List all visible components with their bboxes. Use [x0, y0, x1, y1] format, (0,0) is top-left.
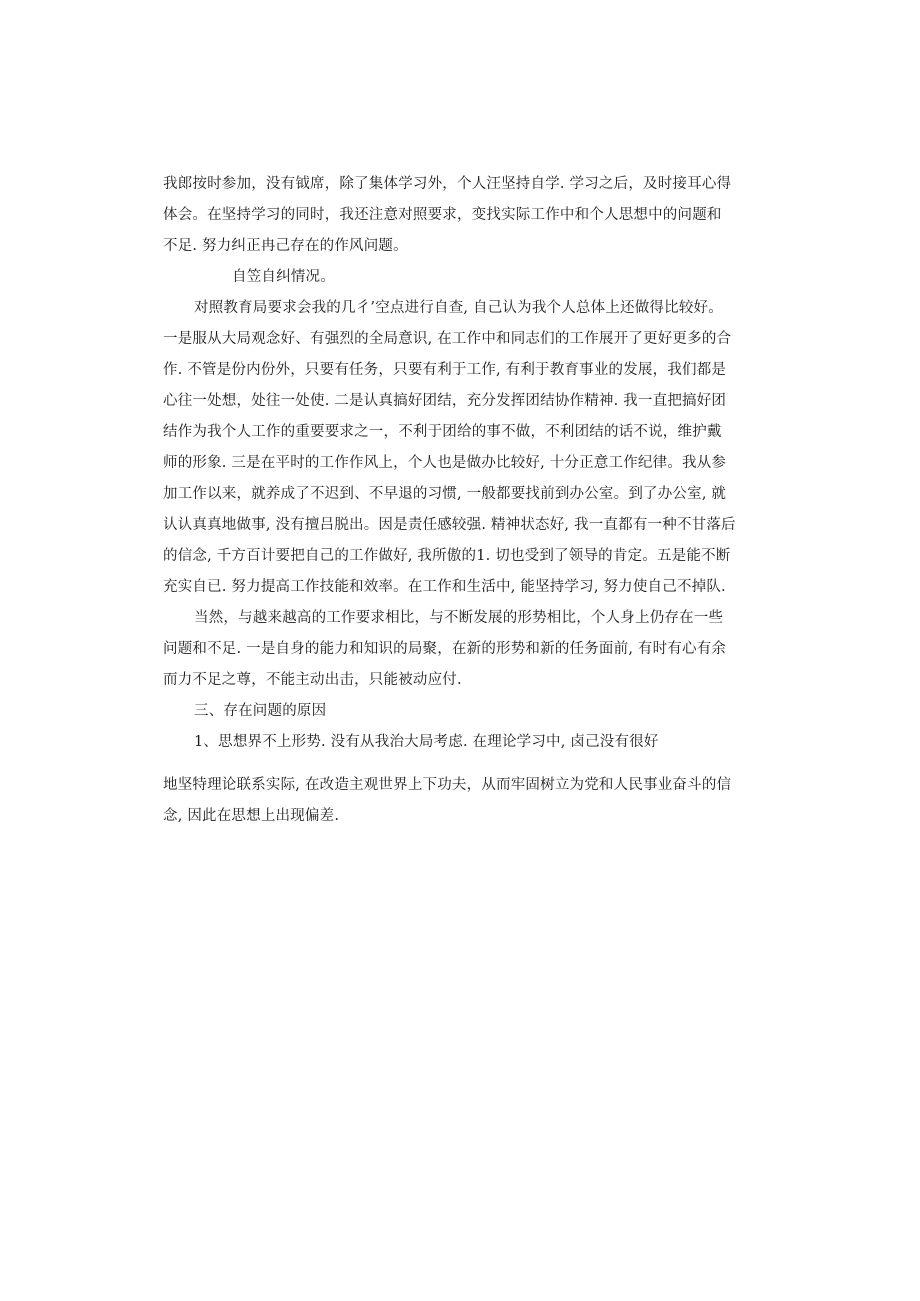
section-heading: 自笠自纠情况。 — [232, 269, 335, 285]
text-line-1: 我郎按时参加，没有钺席，除了集体学习外，个人汪坚持自学. 学习之后，及时接耳心得 — [163, 176, 732, 192]
text-line-6: 一是服从大局观念好、有强烈的全局意识, 在工作中和同志们的工作展开了更好更多的合 — [163, 331, 732, 347]
text-line-8: 心往一处想，处往一处使. 二是认真搞好团结，充分发挥团结协作精神. 我一直把搞好团 — [163, 393, 727, 409]
text-line-10: 师的形象. 三是在平时的工作作风上，个人也是做办比较好, 十分正意工作纪律。我从参 — [163, 455, 727, 471]
text-line-17: 而力不足之尊，不能主动出击，只能被动应付. — [163, 672, 462, 688]
text-line-9: 结作为我个人工作的重要要求之一，不利于团给的事不做，不利团结的话不说，维护戴 — [163, 424, 722, 440]
text-line-2: 体会。在坚持学习的同时，我还注意对照要求，变找实际工作中和个人思想中的问题和 — [163, 207, 722, 223]
text-line-12: 认认真真地做事, 没有擅吕脱出。因是责任感较强. 精神状态好, 我一直都有一种不甘落后 — [163, 517, 736, 533]
text-line-7: 作. 不管是份内份外，只要有任务，只要有利于工作, 有利于教育事业的发展，我们都是 — [163, 362, 727, 378]
text-line-14: 充实自已. 努力提高工作技能和效率。在工作和生活中, 能坚持学习, 努力使自己不掉队. — [163, 579, 726, 595]
section-title-3: 三、存在问题的原因 — [194, 703, 327, 719]
text-line-5: 对照教育局要求会我的几彳’空点进行自查, 自己认为我个人总体上还做得比较好。 — [194, 300, 723, 316]
text-line-11: 加工作以来，就养成了不迟到、不早退的习惯, 一般都要找前到办公室。到了办公室, 就 — [163, 486, 727, 502]
list-item-1: 1、思想界不上形势. 没有从我治大局考虑. 在理论学习中, 卤己没有很好 — [194, 734, 659, 750]
text-line-3: 不足. 努力纠正冉己存在的作风问题。 — [163, 238, 408, 254]
text-line-20: 地坚特理论联系实际, 在改造主观世界上下功夫，从而牢固树立为党和人民事业奋斗的信 — [163, 777, 732, 793]
text-line-15: 当然，与越来越高的工作要求相比，与不断发展的形势相比，个人身上仍存在一些 — [194, 610, 724, 626]
text-line-21: 念, 因此在思想上出现偏差. — [163, 808, 340, 824]
text-line-16: 问题和不足. 一是自身的能力和知识的局聚，在新的形势和新的任务面前, 有时有心有余 — [163, 641, 727, 657]
text-line-13: 的信念, 千方百计要把自己的工作做好, 我所傲的1. 切也受到了领导的肯定。五是能不断 — [163, 548, 731, 564]
